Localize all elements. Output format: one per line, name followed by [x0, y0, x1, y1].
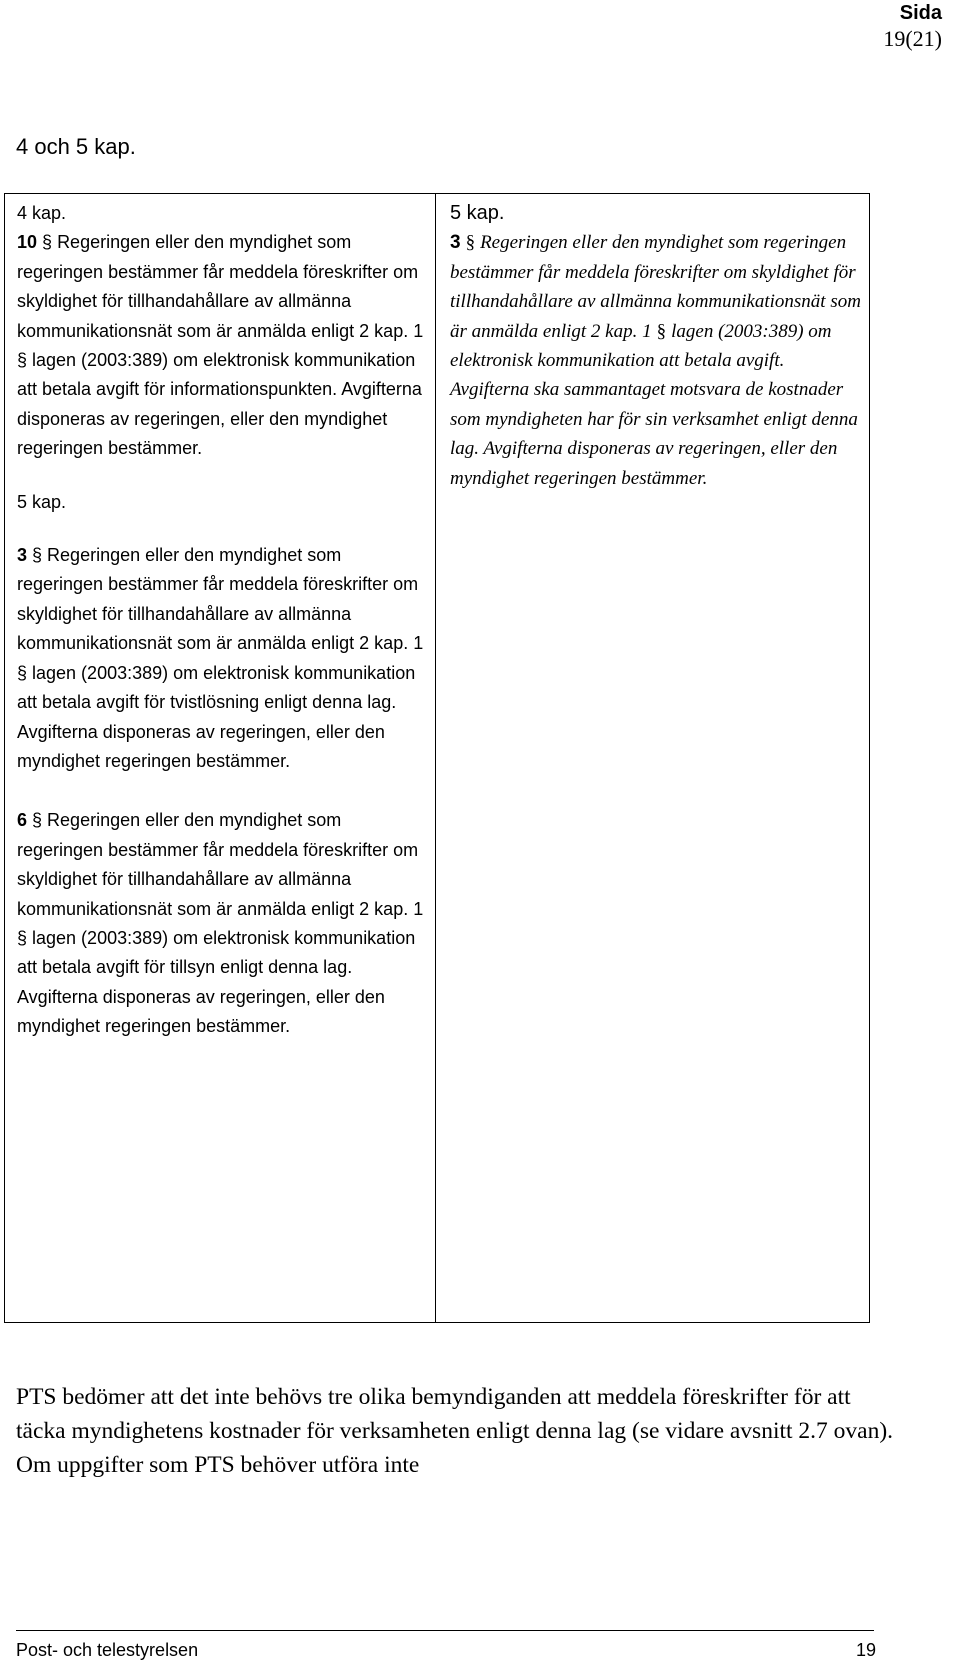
- page-header: [883, 0, 942, 52]
- section-sign-icon: §: [32, 810, 43, 831]
- page-count: 19(21): [883, 26, 942, 51]
- section-title: 4 och 5 kap.: [16, 134, 136, 159]
- paragraph-text: Regeringen eller den myndighet som regeringen bestämmer får meddela föreskrifter om skyldighet för tillhandahållare av allmänna kommunikationsnät som är anmälda enligt 2 kap. 1: [17, 545, 424, 654]
- paragraph-text: Regeringen eller den myndighet som regeringen bestämmer får meddela föreskrifter om skyldighet för tillhandahållare av allmänna kommunikationsnät som är anmälda enligt 2 kap. 1: [450, 232, 861, 342]
- paragraph-text-cont: lagen (2003:389) om elektronisk kommunikation att betala avgift för tillsyn enligt denna lag. Avgifterna disponeras av regeringen, eller den myndighet regeringen bestämmer.: [17, 927, 416, 1037]
- section-sign-icon: §: [42, 232, 53, 253]
- footer-organization: Post- och telestyrelsen: [16, 1640, 199, 1660]
- current-law-column: [5, 194, 436, 1323]
- paragraph-text: Regeringen eller den myndighet som regeringen bestämmer får meddela föreskrifter om skyldighet för tillhandahållare av allmänna kommunikationsnät som är anmälda enligt 2 kap. 1: [17, 810, 424, 919]
- page-label: Sida: [899, 2, 942, 24]
- chapter-5-heading: 5 kap.: [17, 491, 67, 512]
- comparison-table: [4, 193, 870, 1323]
- paragraph-number: 3: [17, 545, 28, 566]
- chapter-5-heading: 5 kap.: [450, 202, 505, 224]
- paragraph-number: 3: [450, 232, 461, 254]
- right-paragraph-3: [450, 228, 861, 493]
- section-sign-icon: §: [17, 350, 28, 371]
- left-paragraph-6: [17, 806, 427, 1041]
- paragraph-number: 10: [17, 232, 38, 253]
- left-paragraph-10: [17, 228, 427, 463]
- footer-divider: [16, 1630, 874, 1631]
- section-sign-icon: §: [32, 545, 43, 566]
- chapter-4-heading: 4 kap.: [17, 203, 67, 223]
- section-sign-icon: §: [465, 232, 476, 254]
- proposed-law-column: [436, 194, 870, 1323]
- paragraph-text: Regeringen eller den myndighet som regeringen bestämmer får meddela föreskrifter om skyldighet för tillhandahållare av allmänna kommunikationsnät som är anmälda enligt 2 kap. 1: [17, 232, 424, 341]
- section-sign-icon: §: [17, 662, 28, 683]
- body-paragraph: PTS bedömer att det inte behövs tre olika bemyndiganden att meddela föreskrifter för att täcka myndighetens kostnader för verksamheten enligt denna lag (se vidare avsnitt 2.7 ovan). Om uppgifter som PTS behöver utföra inte: [16, 1384, 894, 1478]
- paragraph-text-cont: lagen (2003:389) om elektronisk kommunikation att betala avgift för informationspunkten. Avgifterna disponeras av regeringen, eller den myndighet regeringen bestämmer.: [17, 350, 422, 459]
- section-sign-icon: §: [656, 320, 667, 342]
- left-paragraph-3: [17, 541, 427, 776]
- section-sign-icon: §: [17, 927, 28, 948]
- footer-page-number: 19: [855, 1640, 876, 1660]
- paragraph-text-cont: lagen (2003:389) om elektronisk kommunikation att betala avgift för tvistlösning enligt denna lag. Avgifterna disponeras av regeringen, eller den myndighet regeringen bestämmer.: [17, 662, 416, 771]
- paragraph-text-cont: lagen (2003:389) om elektronisk kommunikation att betala avgift. Avgifterna ska sammantaget motsvara de kostnader som myndigheten har för sin verksamhet enligt denna lag. Avgifterna disponeras av regeringen, eller den myndighet regeringen bestämmer.: [450, 320, 858, 489]
- paragraph-number: 6: [17, 810, 28, 831]
